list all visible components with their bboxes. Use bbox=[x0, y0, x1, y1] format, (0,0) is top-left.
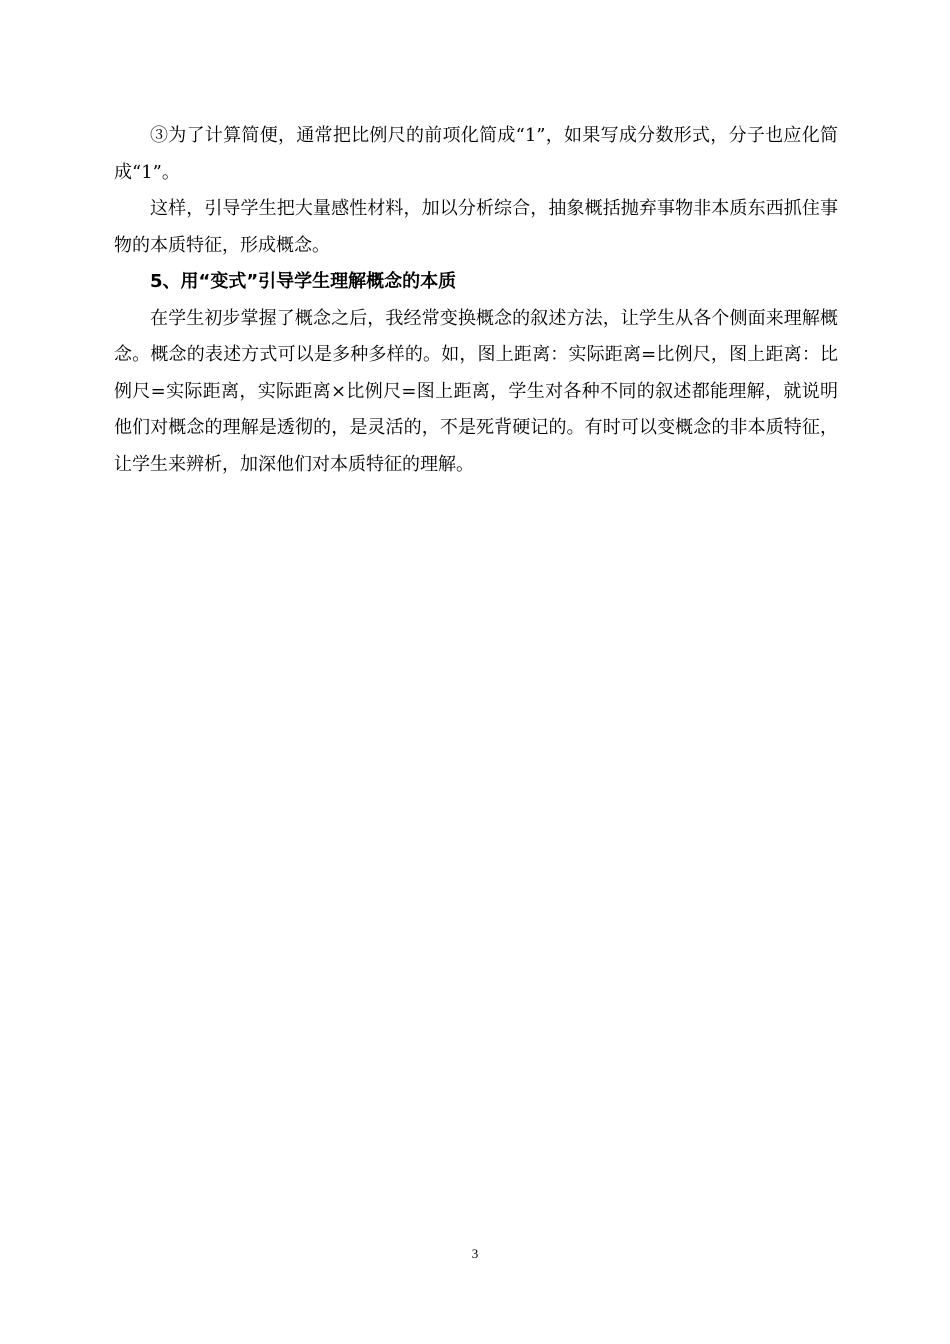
document-body bbox=[114, 118, 838, 483]
page-number: 3 bbox=[471, 1246, 479, 1261]
paragraph-concept-formation: 这样，引导学生把大量感性材料，加以分析综合，抽象概括抛弃事物非本质东西抓住事物的本质特征，形成概念。 bbox=[114, 198, 838, 256]
paragraph-variation-method: 在学生初步掌握了概念之后，我经常变换概念的叙述方法，让学生从各个侧面来理解概念。概念的表述方式可以是多种多样的。如，图上距离：实际距离=比例尺，图上距离：比例尺=实际距离，实际距离×比例尺=图上距离，学生对各种不同的叙述都能理解，就说明他们对概念的理解是透彻的，是灵活的，不是死背硬记的。有时可以变概念的非本质特征，让学生来辨析，加深他们对本质特征的理解。 bbox=[114, 307, 838, 475]
section-heading: 5、用“变式”引导学生理解概念的本质 bbox=[150, 271, 457, 292]
paragraph-scale-simplification: ③为了计算简便，通常把比例尺的前项化简成“1”，如果写成分数形式，分子也应化简成“1”。 bbox=[114, 125, 838, 183]
